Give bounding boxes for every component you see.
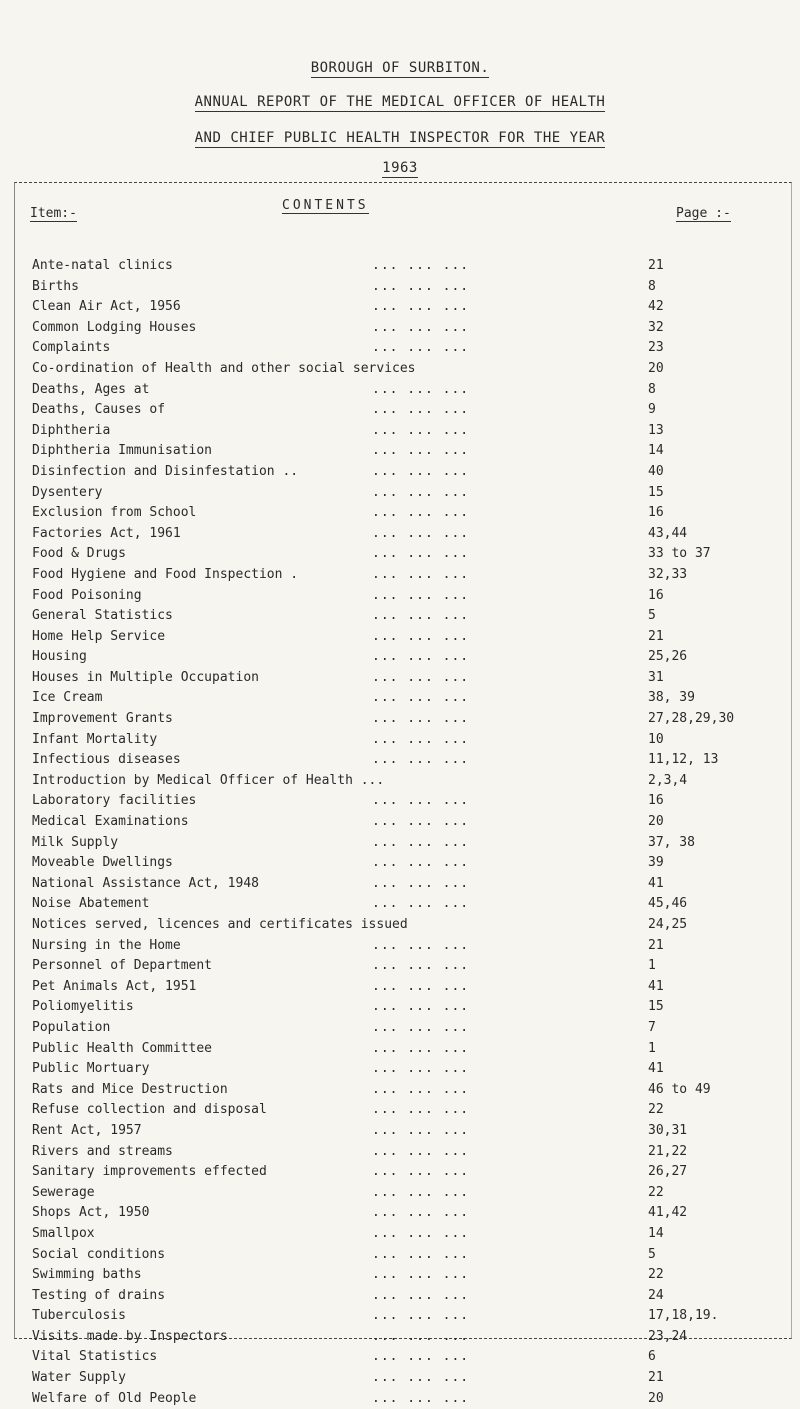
contents-row-label: Rivers and streams [32, 1143, 173, 1159]
contents-row [32, 1121, 792, 1142]
contents-row-leader-dots: ... ... ... [372, 669, 470, 685]
contents-row-page: 40 [648, 463, 664, 479]
contents-row-leader-dots: ... ... ... [372, 299, 470, 315]
contents-row-page: 33 to 37 [648, 546, 711, 562]
contents-row [32, 1100, 792, 1121]
contents-row-label: Improvement Grants [32, 711, 173, 727]
contents-row-page: 31 [648, 669, 664, 685]
contents-row [32, 400, 792, 421]
contents-row [32, 688, 792, 709]
contents-row-page: 11,12, 13 [648, 752, 719, 768]
contents-row [32, 1368, 792, 1389]
contents-row-label: Diphtheria Immunisation [32, 443, 213, 459]
contents-row-label: Sewerage [32, 1184, 95, 1200]
contents-row-leader-dots: ... ... ... [372, 525, 470, 541]
contents-row-leader-dots: ... ... ... [372, 1390, 470, 1406]
contents-row-page: 21 [648, 628, 664, 644]
contents-row [32, 256, 792, 277]
contents-row [32, 750, 792, 771]
contents-row-leader-dots: ... ... ... [372, 999, 470, 1015]
contents-row [32, 586, 792, 607]
contents-row-page: 25,26 [648, 649, 688, 665]
contents-row-label: Refuse collection and disposal [32, 1102, 267, 1118]
contents-row-leader-dots: ... ... ... [372, 834, 470, 850]
contents-row [32, 668, 792, 689]
contents-row-page: 41 [648, 1061, 664, 1077]
contents-row-leader-dots: ... ... ... [372, 958, 470, 974]
contents-row [32, 1347, 792, 1368]
page-column-heading: Page :- [676, 206, 731, 221]
contents-row-page: 20 [648, 360, 664, 376]
contents-row-label: Social conditions [32, 1246, 166, 1262]
contents-row-page: 16 [648, 505, 664, 521]
contents-row-leader-dots: ... ... ... [372, 1040, 470, 1056]
contents-row-label: Noise Abatement [32, 896, 150, 912]
contents-row-page: 20 [648, 814, 664, 830]
contents-row-leader-dots: ... ... ... [372, 463, 470, 479]
contents-row-page: 23 [648, 340, 664, 356]
contents-row [32, 1389, 792, 1409]
contents-row [32, 483, 792, 504]
contents-row-leader-dots: ... ... ... [372, 1143, 470, 1159]
contents-row-leader-dots: ... ... ... [372, 1246, 470, 1262]
contents-row-page: 16 [648, 587, 664, 603]
contents-row-leader-dots: ... ... ... [372, 937, 470, 953]
contents-row-page: 22 [648, 1184, 664, 1200]
contents-row [32, 1265, 792, 1286]
contents-row [32, 647, 792, 668]
contents-row-label: Houses in Multiple Occupation [32, 669, 259, 685]
contents-row-label: Moveable Dwellings [32, 855, 173, 871]
contents-row-label: Infant Mortality [32, 731, 158, 747]
contents-row [32, 1327, 792, 1348]
contents-row-label: Deaths, Ages at [32, 381, 150, 397]
contents-row [32, 894, 792, 915]
contents-row-page: 13 [648, 422, 664, 438]
contents-row-leader-dots: ... ... ... [372, 1328, 470, 1344]
contents-row-leader-dots: ... ... ... [372, 1308, 470, 1324]
contents-row-label: Medical Examinations [32, 814, 189, 830]
contents-row [32, 277, 792, 298]
contents-row-leader-dots: ... ... ... [372, 814, 470, 830]
contents-row-label: Poliomyelitis [32, 999, 134, 1015]
contents-row-label: Deaths, Causes of [32, 402, 166, 418]
contents-row-label: Nursing in the Home [32, 937, 181, 953]
contents-row-leader-dots: ... ... ... [372, 1225, 470, 1241]
contents-row-label: Complaints [32, 340, 111, 356]
contents-row-label: Home Help Service [32, 628, 166, 644]
contents-row [32, 359, 792, 380]
contents-row [32, 709, 792, 730]
contents-row-label: Water Supply [32, 1370, 126, 1386]
contents-row-leader-dots: ... ... ... [372, 608, 470, 624]
contents-row-label: Shops Act, 1950 [32, 1205, 150, 1221]
contents-row-leader-dots: ... ... ... [372, 752, 470, 768]
contents-row-leader-dots: ... ... ... [372, 1184, 470, 1200]
contents-row-label: Population [32, 1019, 111, 1035]
contents-row-label: Food & Drugs [32, 546, 126, 562]
contents-row-leader-dots: ... ... ... [372, 855, 470, 871]
contents-row-leader-dots: ... ... ... [372, 319, 470, 335]
contents-row-page: 24,25 [648, 917, 688, 932]
contents-row-leader-dots: ... ... ... [372, 1061, 470, 1077]
contents-row-label: Births [32, 278, 79, 294]
contents-row-page: 37, 38 [648, 834, 695, 850]
contents-row-page: 22 [648, 1102, 664, 1118]
contents-row-label: Testing of drains [32, 1287, 166, 1303]
contents-row-label: Smallpox [32, 1225, 95, 1241]
contents-row-page: 15 [648, 999, 664, 1015]
contents-row-leader-dots: ... ... ... [372, 587, 470, 603]
contents-row-page: 45,46 [648, 896, 688, 912]
contents-row-label: Swimming baths [32, 1267, 142, 1283]
contents-row-page: 41 [648, 978, 664, 994]
contents-row-label: Notices served, licences and certificates issued [32, 917, 408, 932]
contents-row-leader-dots: ... ... ... [372, 443, 470, 459]
contents-row-page: 9 [648, 402, 656, 418]
contents-row-label: Food Poisoning [32, 587, 142, 603]
contents-row-page: 16 [648, 793, 664, 809]
contents-row-page: 30,31 [648, 1122, 688, 1138]
contents-row-leader-dots: ... ... ... [372, 896, 470, 912]
contents-row [32, 318, 792, 339]
contents-row-page: 26,27 [648, 1164, 688, 1180]
contents-row-page: 20 [648, 1390, 664, 1406]
contents-row-leader-dots: ... ... ... [372, 278, 470, 294]
contents-row-label: Tuberculosis [32, 1308, 126, 1324]
contents-row [32, 977, 792, 998]
contents-row-page: 43,44 [648, 525, 688, 541]
contents-row-leader-dots: ... ... ... [372, 422, 470, 438]
contents-row [32, 997, 792, 1018]
contents-row-page: 32 [648, 319, 664, 335]
contents-row-label: Ice Cream [32, 690, 103, 706]
contents-row [32, 730, 792, 751]
contents-row-leader-dots: ... ... ... [372, 402, 470, 418]
contents-row-page: 32,33 [648, 566, 688, 582]
contents-row [32, 1039, 792, 1060]
contents-row-leader-dots: ... ... ... [372, 1081, 470, 1097]
contents-row-leader-dots: ... ... ... [372, 381, 470, 397]
contents-row-label: Introduction by Medical Officer of Health ... [32, 772, 385, 788]
contents-row-page: 14 [648, 1225, 664, 1241]
contents-row-page: 2,3,4 [648, 772, 688, 788]
contents-row-leader-dots: ... ... ... [372, 258, 470, 273]
contents-row-leader-dots: ... ... ... [372, 546, 470, 562]
contents-row [32, 1018, 792, 1039]
contents-row-page: 22 [648, 1267, 664, 1283]
contents-row [32, 421, 792, 442]
contents-row-page: 41,42 [648, 1205, 688, 1221]
contents-row-page: 27,28,29,30 [648, 711, 735, 727]
contents-row-page: 24 [648, 1287, 664, 1303]
contents-row [32, 1183, 792, 1204]
contents-row-leader-dots: ... ... ... [372, 711, 470, 727]
contents-row-label: Disinfection and Disinfestation .. [32, 463, 299, 479]
contents-row [32, 1080, 792, 1101]
contents-row-page: 8 [648, 278, 656, 294]
contents-row-label: Factories Act, 1961 [32, 525, 181, 541]
contents-row [32, 915, 792, 936]
contents-row [32, 1224, 792, 1245]
contents-row-label: Laboratory facilities [32, 793, 197, 809]
contents-row-page: 7 [648, 1019, 656, 1035]
contents-row-label: Common Lodging Houses [32, 319, 197, 335]
contents-row-leader-dots: ... ... ... [372, 1102, 470, 1118]
contents-row [32, 771, 792, 792]
contents-row-leader-dots: ... ... ... [372, 731, 470, 747]
contents-row-page: 10 [648, 731, 664, 747]
contents-row [32, 627, 792, 648]
contents-row-label: National Assistance Act, 1948 [32, 875, 259, 891]
contents-row [32, 338, 792, 359]
contents-heading: CONTENTS [282, 198, 369, 213]
contents-row-label: Public Mortuary [32, 1061, 150, 1077]
contents-row-page: 39 [648, 855, 664, 871]
contents-row [32, 524, 792, 545]
contents-row-label: Rats and Mice Destruction [32, 1081, 228, 1097]
contents-row-leader-dots: ... ... ... [372, 649, 470, 665]
contents-row-label: Rent Act, 1957 [32, 1122, 142, 1138]
contents-row-leader-dots: ... ... ... [372, 1164, 470, 1180]
contents-row-leader-dots: ... ... ... [372, 1019, 470, 1035]
contents-row-page: 21 [648, 258, 664, 273]
contents-row-page: 6 [648, 1349, 656, 1365]
contents-row [32, 503, 792, 524]
contents-row-leader-dots: ... ... ... [372, 566, 470, 582]
contents-row-leader-dots: ... ... ... [372, 1267, 470, 1283]
contents-row-page: 5 [648, 608, 656, 624]
contents-row-leader-dots: ... ... ... [372, 1349, 470, 1365]
contents-row-leader-dots: ... ... ... [372, 1122, 470, 1138]
contents-row-label: Exclusion from School [32, 505, 197, 521]
contents-row-label: Personnel of Department [32, 958, 213, 974]
contents-row [32, 441, 792, 462]
report-title-line-2: AND CHIEF PUBLIC HEALTH INSPECTOR FOR THE YEAR [194, 130, 606, 146]
contents-row [32, 833, 792, 854]
contents-row-leader-dots: ... ... ... [372, 484, 470, 500]
contents-row-leader-dots: ... ... ... [372, 628, 470, 644]
contents-row-page: 38, 39 [648, 690, 695, 706]
contents-row-label: General Statistics [32, 608, 173, 624]
contents-row-page: 23,24 [648, 1328, 688, 1344]
contents-row-leader-dots: ... ... ... [372, 340, 470, 356]
contents-row-page: 15 [648, 484, 664, 500]
contents-row [32, 462, 792, 483]
contents-row [32, 1142, 792, 1163]
report-title-line-1: ANNUAL REPORT OF THE MEDICAL OFFICER OF HEALTH [194, 94, 606, 110]
contents-row-page: 21,22 [648, 1143, 688, 1159]
contents-row [32, 380, 792, 401]
contents-row-page: 46 to 49 [648, 1081, 711, 1097]
contents-row-leader-dots: ... ... ... [372, 793, 470, 809]
item-column-heading: Item:- [30, 206, 77, 221]
contents-row-page: 41 [648, 875, 664, 891]
contents-row [32, 1245, 792, 1266]
borough-title: BOROUGH OF SURBITON. [310, 60, 490, 76]
contents-row [32, 1306, 792, 1327]
contents-row [32, 544, 792, 565]
contents-row-label: Sanitary improvements effected [32, 1164, 267, 1180]
contents-row-label: Housing [32, 649, 87, 665]
contents-row [32, 565, 792, 586]
contents-row [32, 297, 792, 318]
contents-row-label: Vital Statistics [32, 1349, 158, 1365]
contents-row-label: Milk Supply [32, 834, 119, 850]
contents-row-leader-dots: ... ... ... [372, 978, 470, 994]
contents-row [32, 1059, 792, 1080]
contents-row-leader-dots: ... ... ... [372, 1287, 470, 1303]
contents-row [32, 936, 792, 957]
contents-row [32, 812, 792, 833]
contents-row [32, 874, 792, 895]
contents-row-page: 1 [648, 958, 656, 974]
contents-row-page: 17,18,19. [648, 1308, 719, 1324]
contents-row-leader-dots: ... ... ... [372, 690, 470, 706]
contents-row [32, 1203, 792, 1224]
contents-row-label: Dysentery [32, 484, 103, 500]
contents-row-page: 8 [648, 381, 656, 397]
contents-row-label: Co-ordination of Health and other social services [32, 360, 416, 376]
contents-row [32, 1162, 792, 1183]
contents-row-label: Food Hygiene and Food Inspection . [32, 566, 299, 582]
contents-row-page: 5 [648, 1246, 656, 1262]
contents-row-label: Clean Air Act, 1956 [32, 299, 181, 315]
contents-row-label: Welfare of Old People [32, 1390, 197, 1406]
contents-list [32, 256, 792, 1409]
contents-row-page: 21 [648, 937, 664, 953]
contents-row [32, 1286, 792, 1307]
contents-row-label: Ante-natal clinics [32, 258, 173, 273]
contents-row-label: Infectious diseases [32, 752, 181, 768]
contents-row-page: 21 [648, 1370, 664, 1386]
contents-row [32, 853, 792, 874]
contents-row-leader-dots: ... ... ... [372, 875, 470, 891]
report-year: 1963 [382, 160, 418, 176]
contents-row [32, 791, 792, 812]
contents-row [32, 606, 792, 627]
contents-row-page: 1 [648, 1040, 656, 1056]
contents-row-leader-dots: ... ... ... [372, 505, 470, 521]
contents-row-page: 14 [648, 443, 664, 459]
contents-row-leader-dots: ... ... ... [372, 1370, 470, 1386]
contents-row-label: Diphtheria [32, 422, 111, 438]
contents-row-label: Pet Animals Act, 1951 [32, 978, 197, 994]
contents-row-label: Visits made by Inspectors [32, 1328, 228, 1344]
contents-row-label: Public Health Committee [32, 1040, 213, 1056]
contents-row-leader-dots: ... ... ... [372, 1205, 470, 1221]
contents-row-page: 42 [648, 299, 664, 315]
contents-row [32, 956, 792, 977]
